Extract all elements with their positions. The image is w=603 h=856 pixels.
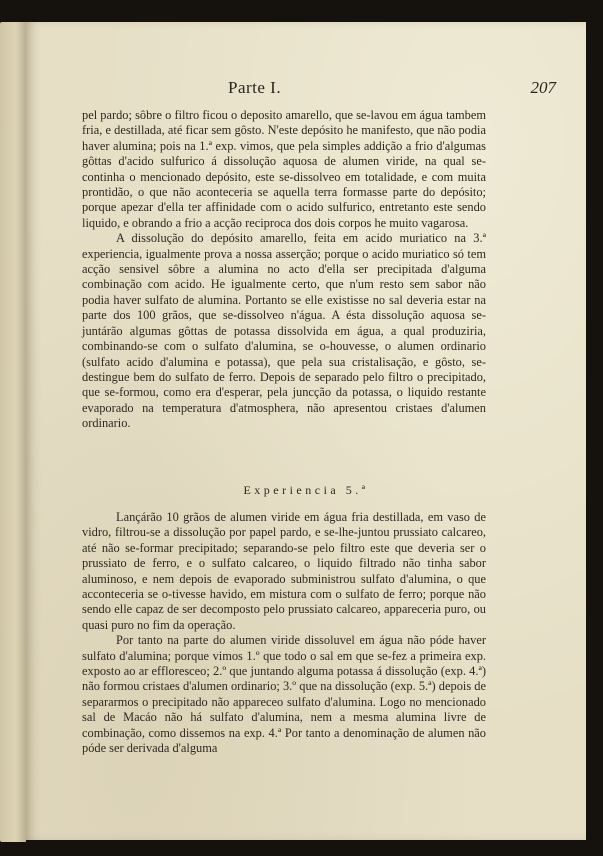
- section-heading: Experiencia 5.ª: [243, 483, 369, 497]
- paragraph: Por tanto na parte do alumen viride dissoluvel em água não póde haver sulfato d'alumina; porque vimos 1.º que todo o sal em que se-fez a primeira exp. exposto ao ar effloresceo; 2.º que juntando alguma potassa á dissolução (exp. 4.ª) não formou cristaes d'alumen ordinario; 3.º que na dissolução (exp. 5.ª) depois de separarmos o precipitado não appareceo sulfato d'alumina. Logo no mencionado sal de Macáo não há sulfato d'alumina, nem a mesma alumina livre de combinação, como dissemos na exp. 4.ª Por tanto a denominação de alumen não póde ser derivada d'alguma: [82, 633, 486, 756]
- paragraph: Lançárão 10 grãos de alumen viride em água fria destillada, em vaso de vidro, filtrou-se a dissolução por papel pardo, e se-lhe-juntou prussiato calcareo, até não se-formar precipitado; separando-se pelo filtro este que deveria ser o prussiato de ferro, e o sulfato calcareo, o liquido filtrado não tinha sabor aluminoso, e nem depois de evaporado subministrou sulfato d'alumina, o que acconteceria se o-tivesse havido, em mistura com o sulfato de ferro; porque não sendo elle capaz de ser decomposto pelo prussiato calcareo, appareceria puro, ou quasi puro no fim da operação.: [82, 510, 486, 632]
- page-number: 207: [530, 78, 556, 97]
- running-head: Parte I.: [228, 78, 282, 97]
- book-page: [26, 22, 586, 840]
- book-gutter-edge: [0, 22, 26, 842]
- page-header: [26, 78, 586, 100]
- paragraph-continued: pel pardo; sôbre o filtro ficou o deposito amarello, que se-lavou em água tambem fria, e destillada, até ficar sem gôsto. N'este depósito he manifesto, que não podia haver alumina; pois na 1.ª exp. vimos, que pela simples addição a frio d'algumas gôttas d'acido sulfurico á dissolução aquosa de alumen viride, na qual se-continha o mencionado depósito, este se-dissolveo em totalidade, e com muita prontidão, o que não aconteceria se aquella terra formasse parte do depósito; porque apezar d'ella ter affinidade com o acido sulfurico, entretanto este sendo liquido, e obrando a frio a acção reciproca dos dois corpos he muito vagarosa.: [82, 108, 486, 230]
- body-text-bottom: [82, 510, 486, 757]
- paragraph: A dissolução do depósito amarello, feita em acido muriatico na 3.ª experiencia, igualmente prova a nossa asserção; porque o acido muriatico só tem acção sensivel sôbre a alumina no acto d'ella ser precipitada d'alguma combinação com acido. He igualmente certo, que n'um resto sem sabor não podia haver sulfato de alumina. Portanto se elle existisse no sal deveria estar na parte dos 100 grãos, que se-dissolveo n'água. A ésta dissolução aquosa se-juntárão algumas gôttas de potassa dissolvida em água, a qual produziria, combinando-se com o sulfato d'alumina, se o-houvesse, o alumen ordinario (sulfato acido d'alumina e potassa), que pela sua cristalisação, e gôsto, se-destingue bem do sulfato de ferro. Depois de separado pelo filtro o precipitado, que se-formou, como era d'esperar, pela juncção da potassa, o liquido restante evaporado na temperatura d'atmosphera, não apresentou cristaes d'alumen ordinario.: [82, 231, 486, 431]
- body-text-top: [82, 108, 486, 432]
